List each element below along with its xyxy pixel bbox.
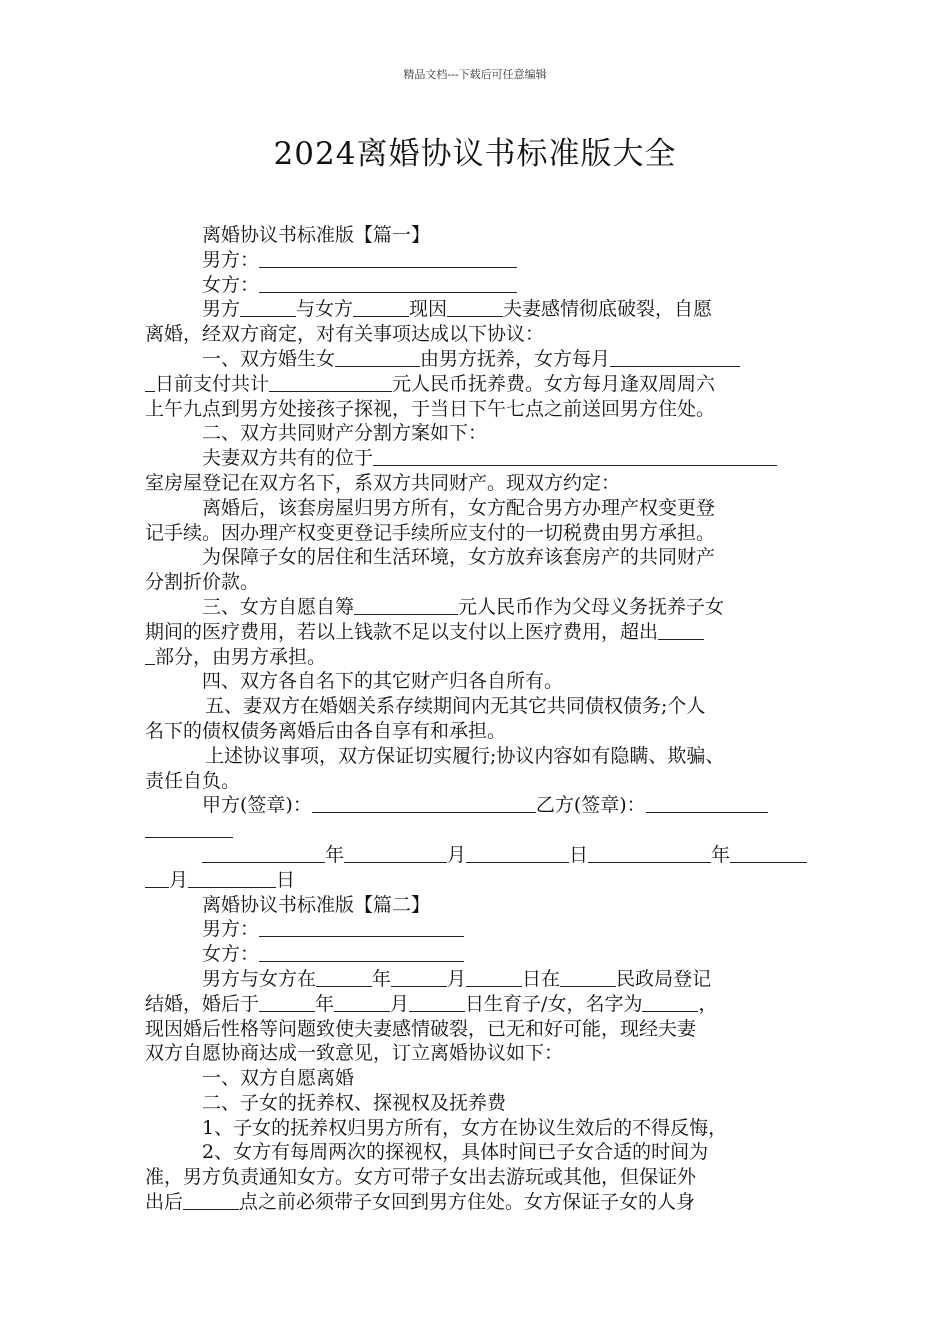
document-title: 2024离婚协议书标准版大全 xyxy=(273,136,677,172)
text-line: 二、双方共同财产分割方案如下： xyxy=(202,422,488,445)
section-heading-1: 离婚协议书标准版【篇一】 xyxy=(202,224,431,246)
text-line: 记手续。因办理产权变更登记手续所应支付的一切税费由男方承担。 xyxy=(145,521,716,544)
document-body xyxy=(145,223,807,1215)
page-header: 精品文档---下载后可任意编辑 xyxy=(403,68,547,81)
text-line: 分割折价款。 xyxy=(145,571,260,594)
text-line: 室房屋登记在双方名下，系双方共同财产。现双方约定： xyxy=(145,471,621,494)
text-line: 二、子女的抚养权、探视权及抚养费 xyxy=(202,1091,507,1114)
text-line: 男方： xyxy=(145,917,807,942)
text-line: 2、女方有每周两次的探视权，具体时间已子女合适的时间为 xyxy=(202,1141,709,1164)
text-line: 男方与女方在 年 月 日在 民政局登记 xyxy=(202,967,712,990)
date-line: 月 日 xyxy=(145,868,807,893)
text-line: 准，男方负责通知女方。女方可带子女出去游玩或其他，但保证外 xyxy=(145,1166,697,1189)
date-line: 年 月 日 年 xyxy=(145,843,807,868)
text-line: 上午九点到男方处接孩子探视，于当日下午七点之前送回男方住处。 xyxy=(145,397,716,420)
text-line: 离婚后，该套房屋归男方所有，女方配合男方办理产权变更登 xyxy=(202,496,716,519)
text-line: 责任自负。 xyxy=(145,769,241,792)
text-line: 结婚，婚后于 年 月 日生育子/女，名字为 ， xyxy=(145,992,718,1015)
text-line: 女方： xyxy=(145,942,807,967)
text-line: 四、双方各自名下的其它财产归各自所有。 xyxy=(202,670,564,693)
text-line: 女方： xyxy=(145,273,807,298)
text-line: 部分，由男方承担。 xyxy=(145,645,807,670)
text-line: 上述协议事项，双方保证切实履行;协议内容如有隐瞒、欺骗、 xyxy=(205,744,725,767)
text-line: 双方自愿协商达成一致意见，订立离婚协议如下： xyxy=(145,1042,564,1065)
signature-line xyxy=(145,818,807,843)
text-line: 出后 点之前必须带子女回到男方住处。女方保证子女的人身 xyxy=(145,1191,696,1214)
signature-line: 甲方(签章)： 乙方(签章)： xyxy=(145,793,807,818)
text-line: 一、双方婚生女 由男方抚养，女方每月 xyxy=(145,347,807,372)
text-line: 日前支付共计 元人民币抚养费。女方每月逢双周周六 xyxy=(145,372,807,397)
section-heading-2: 离婚协议书标准版【篇二】 xyxy=(202,893,431,916)
text-line: 1、子女的抚养权归男方所有，女方在协议生效后的不得反悔， xyxy=(202,1116,728,1139)
text-line: 期间的医疗费用，若以上钱款不足以支付以上医疗费用，超出 xyxy=(145,620,807,645)
text-line: 离婚，经双方商定，对有关事项达成以下协议： xyxy=(145,323,545,346)
text-line: 男方： xyxy=(145,248,807,273)
text-line: 三、女方自愿自筹 元人民币作为父母义务抚养子女 xyxy=(202,595,725,618)
text-line: 为保障子女的居住和生活环境，女方放弃该套房产的共同财产 xyxy=(202,546,716,569)
text-line: 夫妻双方共有的位于 xyxy=(145,446,807,471)
text-line: 现因婚后性格等问题致使夫妻感情破裂，已无和好可能，现经夫妻 xyxy=(145,1017,697,1040)
text-line: 男方 与女方 现因 夫妻感情彻底破裂，自愿 xyxy=(202,298,713,321)
text-line: 一、双方自愿离婚 xyxy=(202,1067,355,1090)
text-line: 名下的债权债务离婚后由各自享有和承担。 xyxy=(145,719,507,742)
text-line: 五、妻双方在婚姻关系存续期间内无其它共同债权债务;个人 xyxy=(205,695,706,718)
